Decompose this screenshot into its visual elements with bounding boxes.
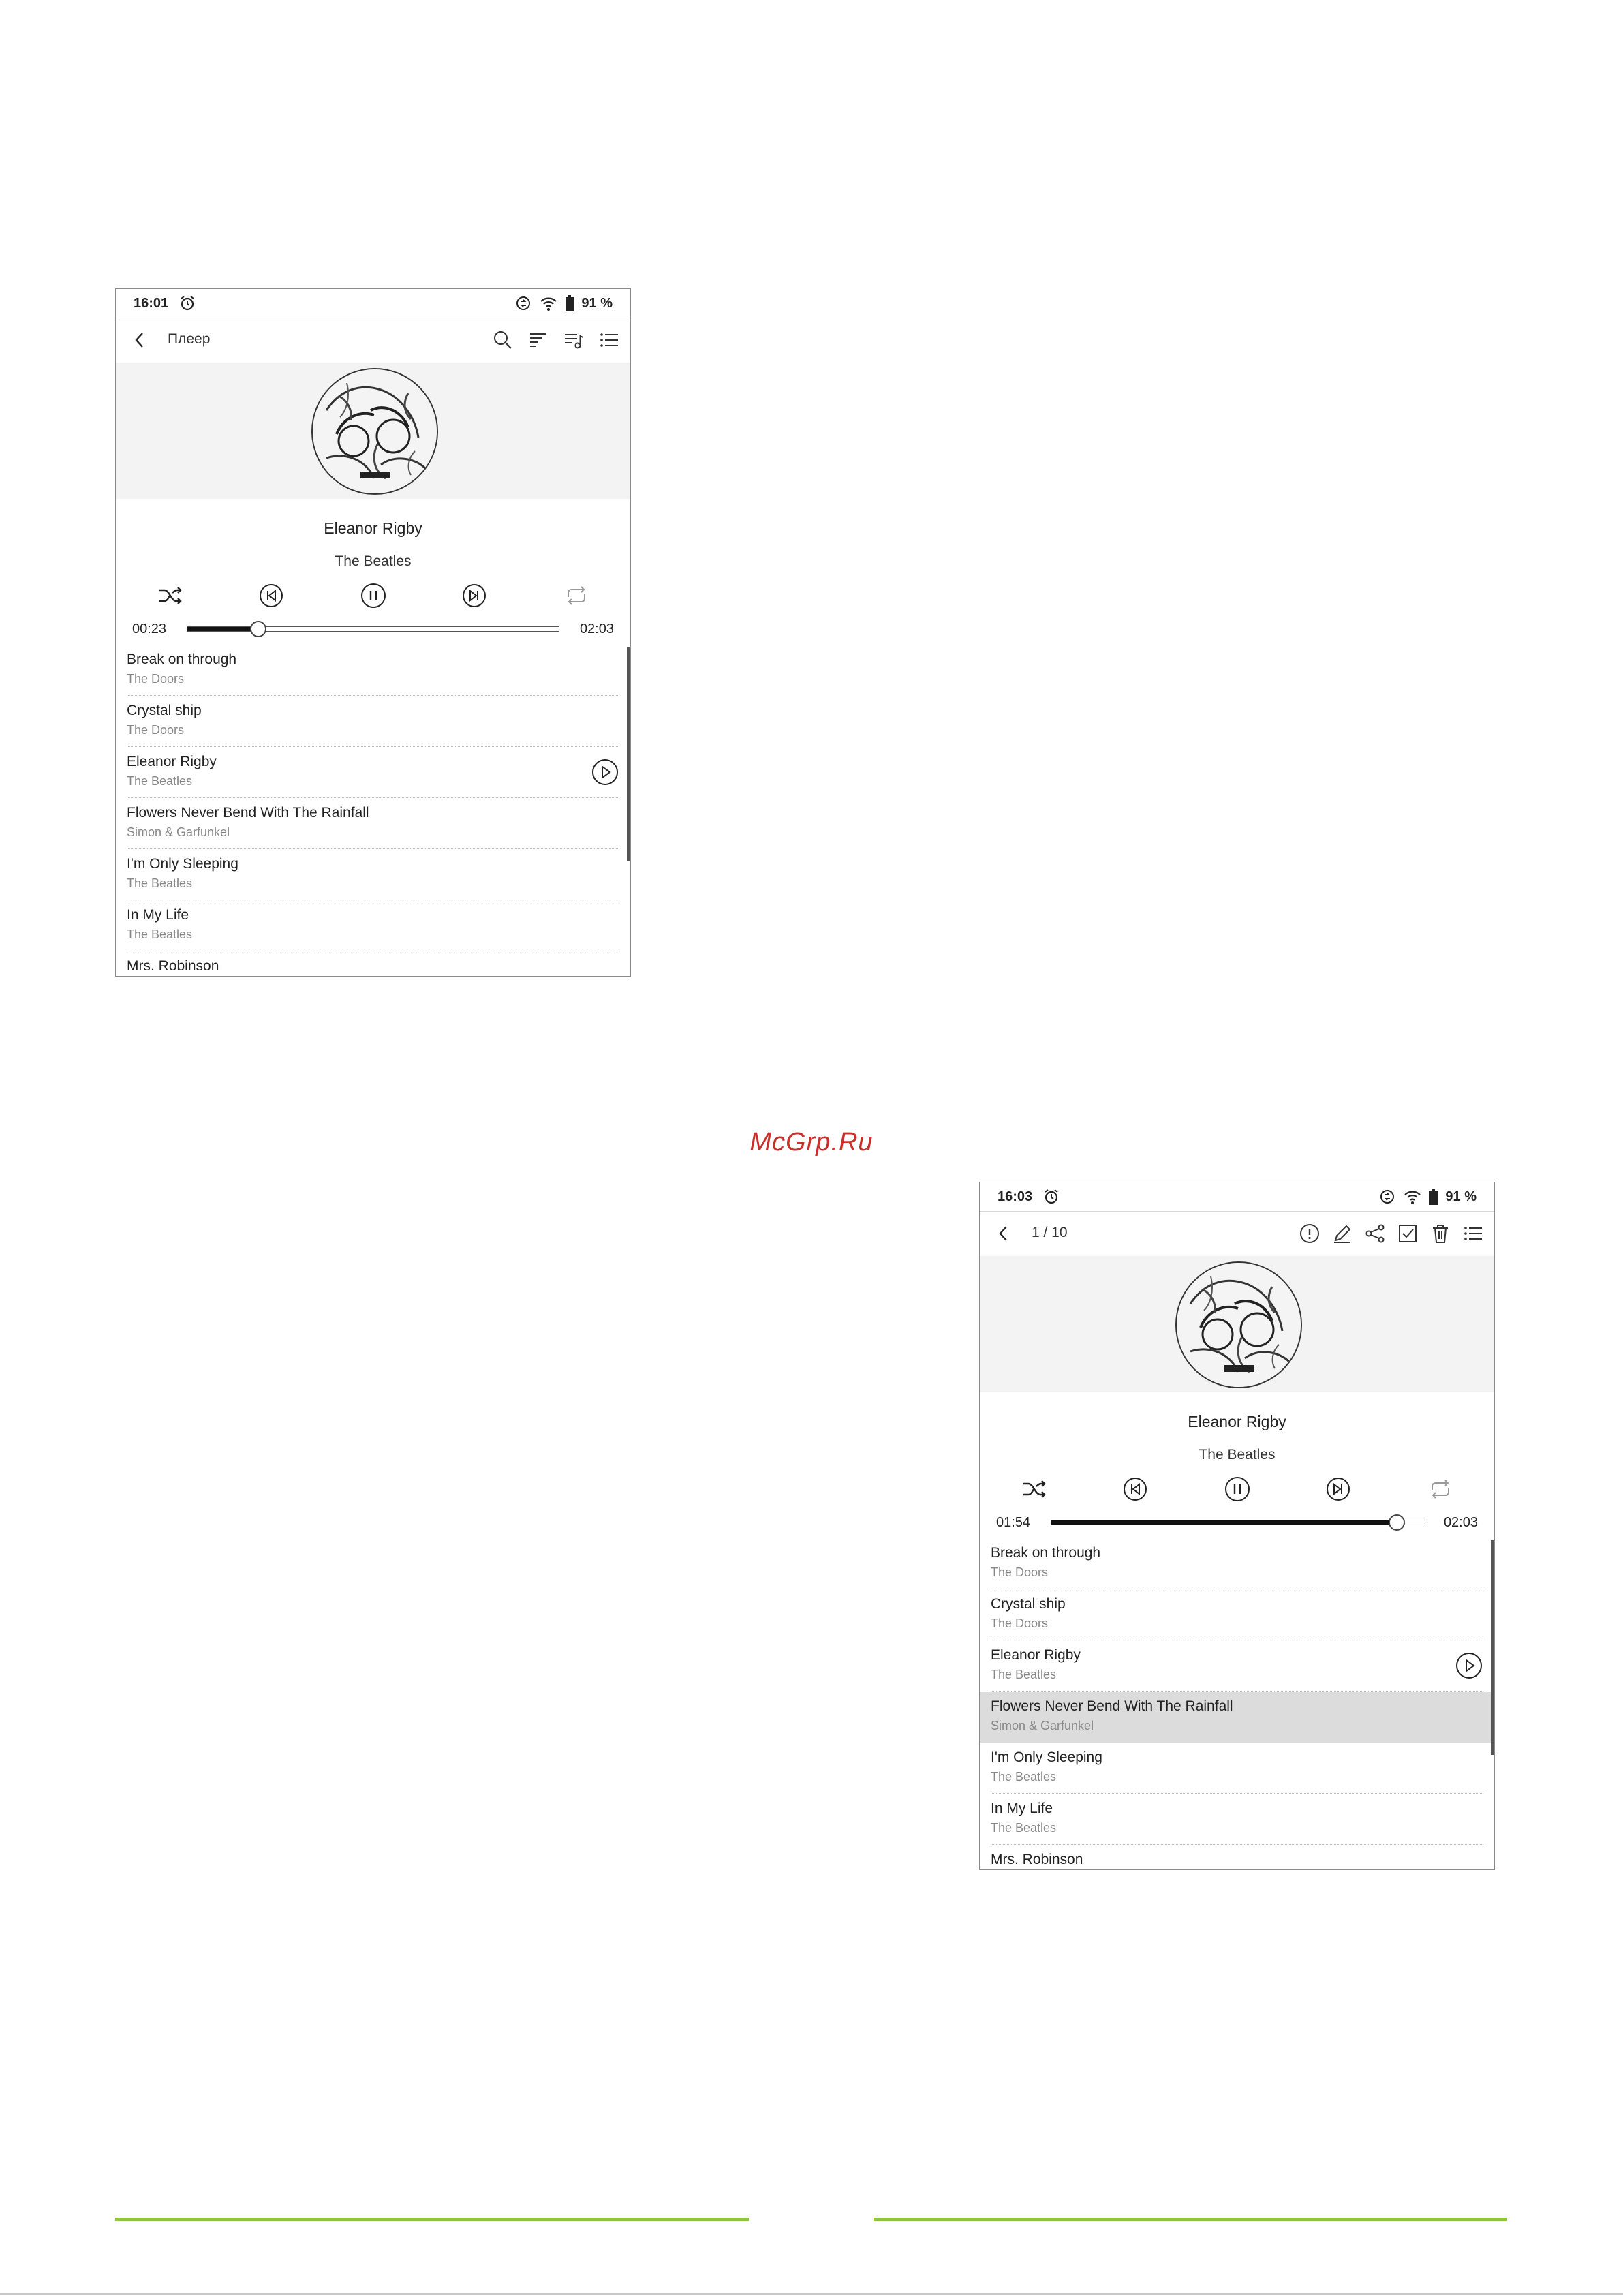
back-button[interactable] — [993, 1223, 1014, 1244]
seek-fill — [187, 627, 258, 631]
track-artist: The Beatles — [991, 1668, 1057, 1681]
previous-icon[interactable] — [258, 582, 285, 609]
elapsed-time: 00:23 — [132, 622, 167, 637]
now-playing-title: Eleanor Rigby — [324, 519, 422, 537]
status-time: 16:03 — [998, 1189, 1033, 1204]
track-artist: Simon & Garfunkel — [991, 1719, 1094, 1732]
track-artist: The Beatles — [127, 876, 193, 890]
next-icon[interactable] — [461, 582, 488, 609]
playback-controls — [116, 575, 630, 616]
track-title: Flowers Never Bend With The Rainfall — [991, 1698, 1233, 1714]
track-artist: The Beatles — [991, 1770, 1057, 1784]
progress-bar — [116, 616, 630, 643]
track-title: In My Life — [127, 907, 189, 923]
alarm-icon — [1042, 1188, 1060, 1206]
track-title: Break on through — [127, 652, 237, 667]
watermark: McGrp.Ru — [749, 1128, 874, 1157]
elapsed-time: 01:54 — [996, 1515, 1031, 1530]
previous-icon[interactable] — [1122, 1475, 1149, 1503]
list-icon[interactable] — [598, 328, 621, 352]
track-artist: Simon & Garfunkel — [127, 825, 230, 839]
alarm-icon — [179, 294, 196, 312]
total-time: 02:03 — [1443, 1515, 1478, 1530]
track-title: Mrs. Robinson — [127, 958, 219, 974]
list-item[interactable] — [991, 1743, 1483, 1794]
track-title: In My Life — [991, 1801, 1053, 1816]
selection-counter: 1 / 10 — [1032, 1225, 1068, 1240]
list-item[interactable] — [127, 849, 619, 900]
sync-icon — [1378, 1188, 1396, 1206]
scrollbar[interactable] — [627, 647, 630, 861]
status-time: 16:01 — [134, 296, 169, 311]
seek-fill — [1051, 1520, 1397, 1525]
list-item[interactable] — [127, 645, 619, 696]
list-item[interactable] — [127, 951, 619, 977]
now-playing-artist: The Beatles — [335, 553, 412, 569]
track-title: Mrs. Robinson — [991, 1852, 1083, 1867]
playback-controls — [980, 1469, 1494, 1510]
track-title: Break on through — [991, 1545, 1101, 1561]
repeat-icon[interactable] — [563, 582, 590, 609]
footer-rule-left — [115, 2218, 749, 2221]
list-item[interactable] — [991, 1589, 1483, 1640]
album-art-area — [980, 1256, 1494, 1392]
player-screen-2 — [979, 1182, 1495, 1870]
list-item-selected[interactable] — [980, 1692, 1494, 1743]
edit-icon[interactable] — [1331, 1222, 1354, 1245]
playlist-icon[interactable] — [562, 328, 585, 352]
list-item[interactable] — [127, 747, 619, 798]
now-playing-title: Eleanor Rigby — [1188, 1413, 1286, 1430]
delete-icon[interactable] — [1429, 1222, 1452, 1245]
list-icon[interactable] — [1462, 1222, 1485, 1245]
play-icon[interactable] — [591, 758, 619, 786]
battery-percent: 91 % — [1445, 1189, 1477, 1204]
album-cover — [311, 368, 438, 495]
track-list — [980, 1538, 1494, 1870]
sync-icon — [514, 294, 532, 312]
track-title: I'm Only Sleeping — [127, 856, 238, 872]
status-bar — [980, 1182, 1494, 1212]
share-icon[interactable] — [1363, 1222, 1387, 1245]
info-icon[interactable] — [1298, 1222, 1321, 1245]
list-item[interactable] — [127, 900, 619, 951]
track-list — [116, 645, 630, 977]
track-title: Crystal ship — [127, 703, 202, 718]
pause-icon[interactable] — [1224, 1475, 1251, 1503]
track-artist: The Doors — [127, 723, 185, 737]
search-icon[interactable] — [491, 328, 514, 352]
list-item[interactable] — [991, 1640, 1483, 1692]
now-playing-artist: The Beatles — [1199, 1447, 1276, 1463]
list-item[interactable] — [127, 696, 619, 747]
player-screen-1 — [115, 288, 631, 977]
wifi-icon — [1403, 1188, 1422, 1206]
total-time: 02:03 — [579, 622, 614, 637]
seek-handle[interactable] — [250, 621, 266, 637]
pause-icon[interactable] — [360, 582, 387, 609]
repeat-icon[interactable] — [1427, 1475, 1454, 1503]
play-icon[interactable] — [1455, 1651, 1483, 1680]
album-cover — [1175, 1261, 1302, 1388]
shuffle-icon[interactable] — [157, 582, 184, 609]
toolbar — [980, 1211, 1494, 1257]
track-artist: The Doors — [991, 1565, 1049, 1579]
track-title: Crystal ship — [991, 1596, 1066, 1612]
track-artist: The Beatles — [127, 928, 193, 941]
status-bar — [116, 289, 630, 318]
page-bottom-rule — [0, 2293, 1623, 2295]
back-button[interactable] — [129, 330, 150, 350]
battery-icon — [565, 294, 574, 312]
album-art-area — [116, 363, 630, 499]
shuffle-icon[interactable] — [1021, 1475, 1048, 1503]
sort-icon[interactable] — [527, 328, 550, 352]
wifi-icon — [539, 294, 558, 312]
track-artist: The Beatles — [991, 1821, 1057, 1835]
list-item[interactable] — [127, 798, 619, 849]
select-all-icon[interactable] — [1396, 1222, 1419, 1245]
track-title: Eleanor Rigby — [127, 754, 217, 769]
page-title: Плеер — [168, 331, 211, 347]
track-artist: The Beatles — [127, 774, 193, 788]
scrollbar[interactable] — [1491, 1540, 1494, 1755]
list-item[interactable] — [991, 1794, 1483, 1845]
list-item[interactable] — [991, 1538, 1483, 1589]
battery-icon — [1429, 1188, 1438, 1206]
battery-percent: 91 % — [581, 295, 613, 311]
list-item[interactable] — [991, 1845, 1483, 1870]
seek-track[interactable] — [1051, 1520, 1423, 1525]
footer-rule-right — [874, 2218, 1507, 2221]
toolbar — [116, 318, 630, 363]
track-title: Eleanor Rigby — [991, 1647, 1081, 1663]
track-title: Flowers Never Bend With The Rainfall — [127, 805, 369, 821]
seek-track[interactable] — [187, 626, 559, 632]
next-icon[interactable] — [1325, 1475, 1352, 1503]
seek-handle[interactable] — [1389, 1514, 1405, 1531]
progress-bar — [980, 1510, 1494, 1537]
track-artist: The Doors — [991, 1617, 1049, 1630]
track-title: I'm Only Sleeping — [991, 1749, 1102, 1765]
track-artist: The Doors — [127, 672, 185, 686]
